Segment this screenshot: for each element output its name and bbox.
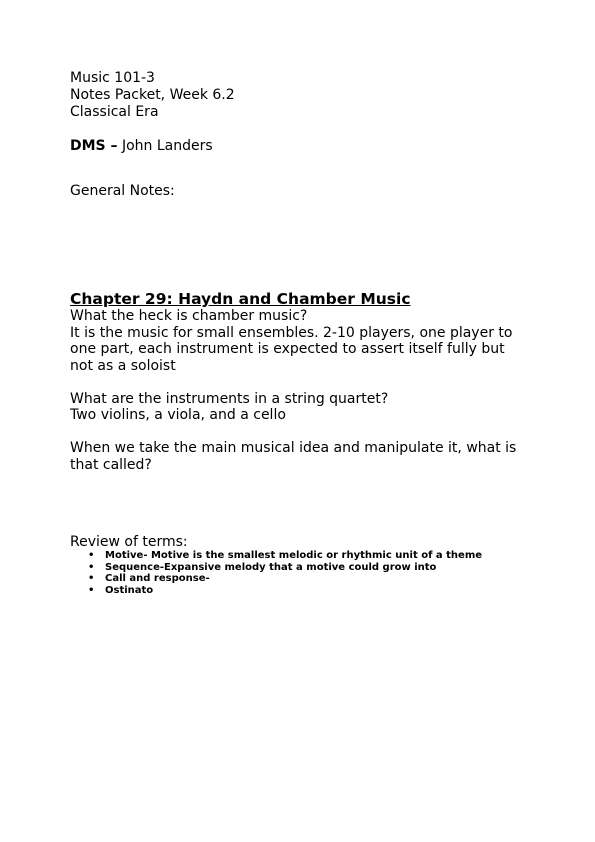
dms-name: John Landers [117,138,213,154]
term-text: Motive- Motive is the smallest melodic or rhythmic unit of a theme [105,550,483,561]
review-of-terms-label: Review of terms: [70,534,188,550]
term-text: Ostinato [105,584,154,596]
list-item [88,550,530,562]
bullet-icon: • [88,584,95,596]
dms-line [70,138,530,155]
document-header [70,70,530,121]
question-chamber-music: What the heck is chamber music? [70,308,308,324]
bullet-icon: • [88,573,95,584]
general-notes-label: General Notes: [70,183,175,199]
document-page [70,70,530,596]
dms-label: DMS – [70,138,118,154]
question-string-quartet: What are the instruments in a string quartet? [70,390,389,407]
era-title: Classical Era [70,104,159,120]
answer-string-quartet: Two violins, a viola, and a cello [70,407,286,423]
question-manipulation: When we take the main musical idea and manipulate it, what is that called? [70,440,517,473]
bullet-icon: • [88,561,95,573]
list-item [88,584,530,597]
list-item [88,561,530,574]
chapter-heading: Chapter 29: Haydn and Chamber Music [70,290,411,308]
answer-chamber-music: It is the music for small ensembles. 2-10 players, one player to one part, each instrument is expected to assert itself fully but not as a soloist [70,324,513,374]
term-text: Sequence-Expansive melody that a motive could grow into [105,561,437,573]
packet-title: Notes Packet, Week 6.2 [70,87,235,103]
list-item [88,573,530,585]
course-name: Music 101-3 [70,70,155,86]
terms-list [70,550,530,596]
bullet-icon: • [88,550,95,561]
term-text: Call and response- [105,573,210,584]
